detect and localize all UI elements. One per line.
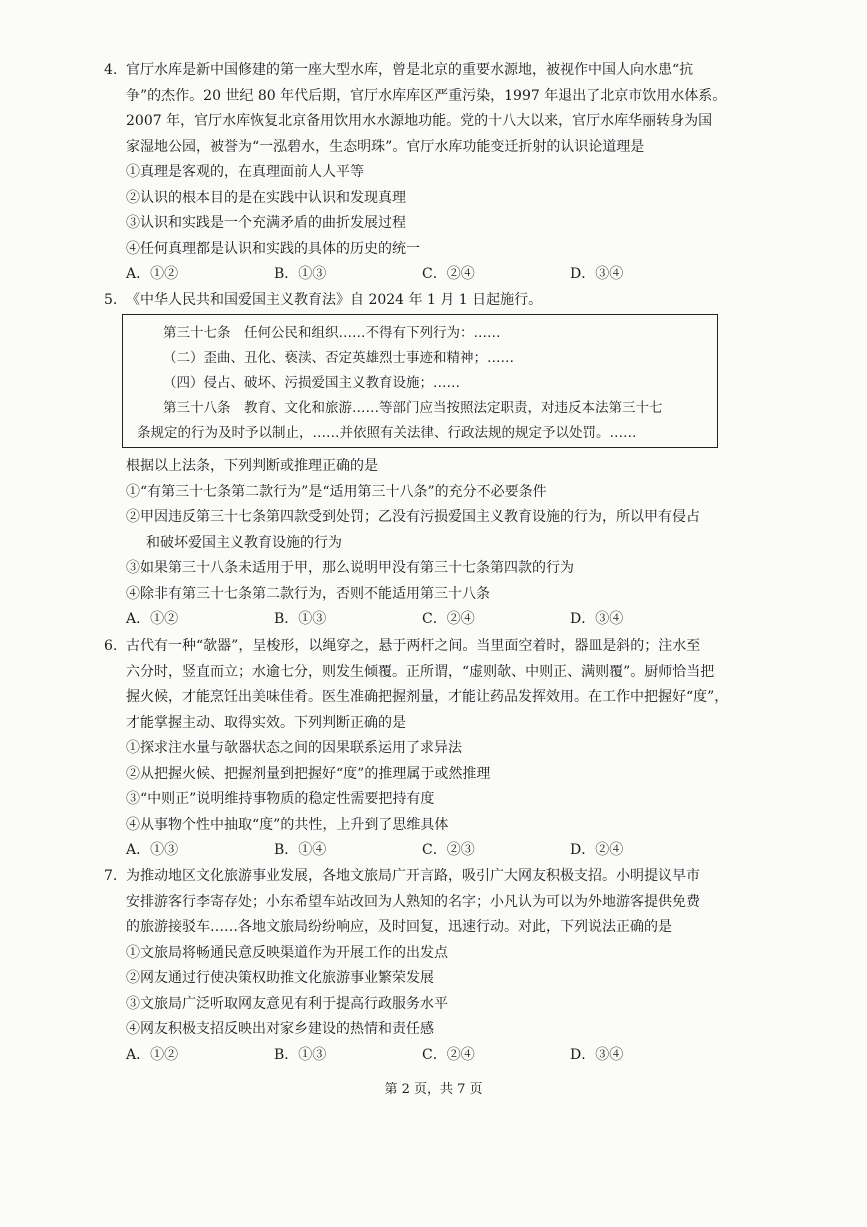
option-a: A．①② [126,611,179,627]
question-stem-line: 古代有一种“欹器”，呈梭形，以绳穿之，悬于两杆之间。当里面空着时，器皿是斜的；注水至 [126,638,701,654]
page-number-footer: 第 2 页，共 7 页 [384,1082,483,1097]
question-lead: 根据以上法条，下列判断或推理正确的是 [126,458,378,474]
statement: ②认识的根本目的是在实践中认识和发现真理 [126,189,406,206]
option-c: C．②④ [422,266,475,282]
statement: ①探求注水量与欹器状态之间的因果联系运用了求异法 [126,740,462,756]
law-article-line: （二）歪曲、丑化、亵渎、否定英雄烈士事迹和精神；…… [163,350,514,366]
statement: ②甲因违反第三十七条第四款受到处罚；乙没有污损爱国主义教育设施的行为，所以甲有侵占 [126,509,700,525]
question-stem-line: 为推动地区文化旅游事业发展，各地文旅局广开言路，吸引广大网友积极支招。小明提议早市 [126,868,700,884]
option-b: B．①③ [274,611,327,627]
law-article-line: 第三十七条 任何公民和组织……不得有下列行为：…… [163,325,501,341]
option-c: C．②④ [422,1046,475,1063]
statement: ④除非有第三十七条第二款行为，否则不能适用第三十八条 [126,585,490,602]
statement: ③文旅局广泛听取网友意见有利于提高行政服务水平 [126,995,448,1012]
question-stem-line: 六分时，竖直而立；水逾七分，则发生倾覆。正所谓，“虚则欹、中则正、满则覆”。厨师恰当把 [126,663,715,680]
statement-continuation: 和破坏爱国主义教育设施的行为 [146,534,342,551]
statement: ②网友通过行使决策权助推文化旅游事业繁荣发展 [126,970,434,986]
statement: ④任何真理都是认识和实践的具体的历史的统一 [126,240,420,257]
option-d: D．③④ [570,1046,624,1063]
option-a: A．①② [126,266,179,282]
option-a: A．①③ [126,842,179,858]
question-stem-line: 争”的杰作。20 世纪 80 年代后期，官厅水库库区严重污染，1997 年退出了北京市饮用水体系。 [126,87,727,104]
question-stem-line: 的旅游接驳车……各地文旅局纷纷响应，及时回复，迅速行动。对此，下列说法正确的是 [126,919,672,935]
answer-options [126,607,764,633]
statement: ③认识和实践是一个充满矛盾的曲折发展过程 [126,215,406,231]
question-number: 7. [104,868,118,884]
question-number: 6. [104,638,118,654]
answer-options [126,1043,764,1069]
question-4 [104,58,764,288]
question-stem-line: 握火候，才能烹饪出美味佳肴。医生准确把握剂量，才能让药品发挥效用。在工作中把握好“度”， [126,689,729,705]
question-number: 5. [104,292,118,308]
question-stem-line: 官厅水库是新中国修建的第一座大型水库，曾是北京的重要水源地，被视作中国人向水患“抗 [126,62,694,78]
statement: ①文旅局将畅通民意反映渠道作为开展工作的出发点 [126,944,448,961]
law-article-line: （四）侵占、破坏、污损爱国主义教育设施；…… [163,375,460,391]
option-a: A．①② [126,1046,179,1063]
option-c: C．②③ [422,842,475,858]
statement: ④网友积极支招反映出对家乡建设的热情和责任感 [126,1021,434,1037]
option-d: D．③④ [570,611,624,627]
question-number: 4. [104,62,118,78]
option-b: B．①④ [274,842,327,858]
question-6 [104,634,764,864]
option-d: D．③④ [570,266,624,282]
question-5-body [104,454,764,633]
question-stem-line: 家湿地公园，被誉为“一泓碧水，生态明珠”。官厅水库功能变迁折射的认识论道理是 [126,138,645,155]
statement: ①真理是客观的，在真理面前人人平等 [126,164,364,180]
law-article-line: 第三十八条 教育、文化和旅游……等部门应当按照法定职责，对违反本法第三十七 [163,400,663,416]
question-stem-line: 《中华人民共和国爱国主义教育法》自 2024 年 1 月 1 日起施行。 [126,292,543,308]
question-stem-line: 才能掌握主动、取得实效。下列判断正确的是 [126,714,406,731]
option-b: B．①③ [274,266,327,282]
question-stem-line: 2007 年，官厅水库恢复北京备用饮用水水源地功能。党的十八大以来，官厅水库华丽转身为国 [126,113,713,129]
answer-options [126,262,764,288]
answer-options [126,838,764,864]
question-stem-line: 安排游客行李寄存处；小东希望车站改回为人熟知的名字；小凡认为可以为外地游客提供免费 [126,893,700,910]
option-d: D．②④ [570,842,624,858]
statement: ③“中则正”说明维持事物质的稳定性需要把持有度 [126,791,435,807]
statement: ③如果第三十八条未适用于甲，那么说明甲没有第三十七条第四款的行为 [126,560,574,576]
question-5 [104,288,764,314]
question-7 [104,864,764,1068]
statement: ①“有第三十七条第二款行为”是“适用第三十八条”的充分不必要条件 [126,483,547,500]
option-c: C．②④ [422,611,475,627]
law-excerpt-box [122,314,718,448]
law-article-line: 条规定的行为及时予以制止，……并依照有关法律、行政法规的规定予以处罚。…… [137,425,637,441]
statement: ④从事物个性中抽取“度”的共性，上升到了思维具体 [126,816,449,833]
statement: ②从把握火候、把握剂量到把握好“度”的推理属于或然推理 [126,765,491,782]
option-b: B．①③ [274,1046,327,1063]
